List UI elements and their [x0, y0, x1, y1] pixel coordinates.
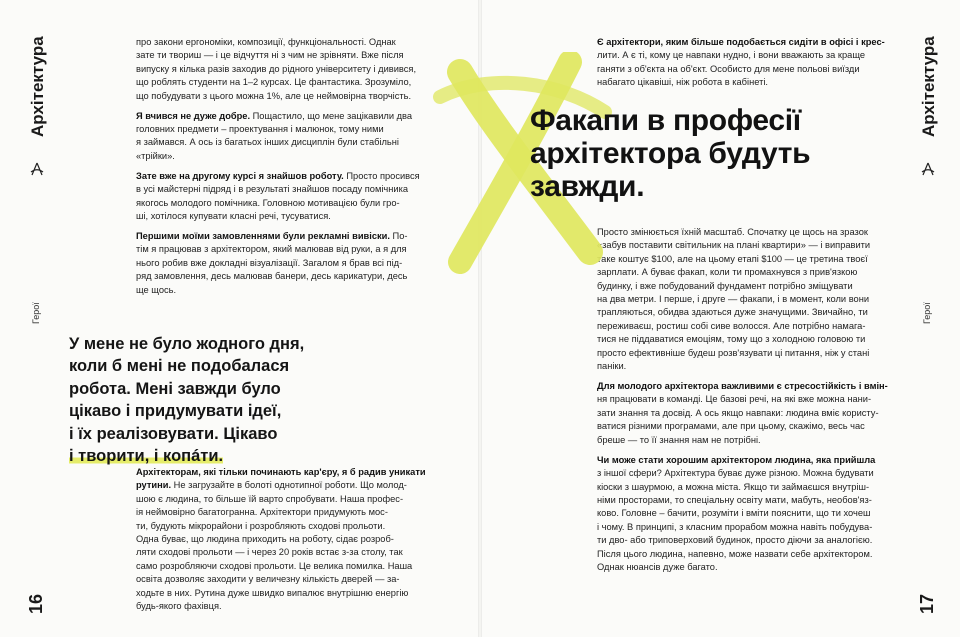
pull-quote: У мене не було жодного дня, коли б мені не подобалася робота. Мені завжди було цікаво і придумувати ідеї, і їх реалізовувати. Цікаво і творити, і копáти.: [69, 335, 305, 466]
paragraph: Зате вже на другому курсі я знайшов роботу. Просто просився в усі майстерні підряд і в результаті знайшов посаду помічника якогось молодого помічника. Головною мотивацією були гро- ші, хотілося купувати класні речі, тусуватися.: [136, 170, 420, 222]
category-label: Герої: [922, 302, 932, 324]
category-label: Герої: [31, 302, 41, 324]
page-number: 16: [26, 593, 46, 614]
highlighted-quote-line: і творити, і копáти.: [69, 447, 224, 466]
page-number: 17: [917, 593, 937, 614]
left-top-column: [136, 36, 446, 304]
paragraph: Чи може стати хорошим архітектором людина, яка прийшла з іншої сфери? Архітектура буває дуже різною. Можна будувати кіоски з шаурмою, а можна міста. Якщо ти займаєшся внутріш- німи просторами, то спеціальну освіту мати, мабуть, необов'яз- ково. Головне – бачити, розуміти і вміти пояснити, що ти хочеш і чому. В принципі, з класним прорабом можна навіть побудува- ти дво- або триповерховий будинок, просто діючи за аналогією. Після цього людина, напевно, може назвати себе архітектором. Однак нюансів дуже багато.: [597, 454, 876, 572]
paragraph: Я вчився не дуже добре. Пощастило, що мене зацікавили два головних предмети – проектування і малюнок, тому ними я займався. А ось із багатьох інших дисциплін були стабільні «трійки».: [136, 110, 413, 161]
right-top-column: [597, 36, 907, 96]
headline: Факапи в професії архітектора будуть завжди.: [530, 104, 811, 203]
compass-logo-icon: [29, 161, 45, 177]
paragraph: Архітекторам, які тільки починають кар'єру, я б радив уникати рутини. Не загрузайте в болоті однотипної роботи. Що молод- шою є людина, то більше їй варто спробувати. Наша профес- ія неймовірно багатогранна. Архітектори придумують мос- ти, будують мікрорайони і розробляють сходові прольоти. Одна буває, що людина приходить на роботу, сідає розроб- ляти сходові прольоти — і через 20 років встає з-за столу, так само розробляючи сходові прольоти. Це велика помилка. Наша освіта дозволяє заходити у величезну кількість дверей — за- ходьте в них. Рутина дуже швидко випалює внутрішню енергію будь-якого фахівця.: [136, 467, 426, 612]
left-bottom-column: [136, 466, 446, 620]
section-title: Архітектура: [28, 36, 47, 137]
paragraph: Просто змінюється їхній масштаб. Спочатку це щось на зразок «забув поставити світильник на плані квартири» — і виправити таке коштує $100, але на цьому етапі $100 — це третина твоєї зарплати. А буває факап, коли ти промахнувся з прив'язкою будинку, і вже побудований фундамент потрібно зміщувати на два метри. І перше, і друге — факапи, і в момент, коли вони трапляються, обидва здаються дуже значущими. Звичайно, ти переживаєш, ростиш собі сиве волосся. Але потрібно намага- тися не піддаватися емоціям, тому що з холодною головою ти просто ефективніше будеш розв'язувати ці питання, ніж у стані паніки.: [597, 227, 871, 372]
right-main-column: [597, 226, 907, 581]
paragraph: про закони ергономіки, композиції, функціональності. Однак зате ти твориш — і це відчуття ні з чим не зрівняти. Вже після випуску я кілька разів заходив до рідного університету і дивився, що роблять студенти на 1–2 курсах. Це фантастика. Зрозуміло, що побудувати з цього можна 1%, але це неймовірна творчість.: [136, 37, 417, 101]
compass-logo-icon: [920, 161, 936, 177]
section-title: Архітектура: [919, 36, 938, 137]
paragraph: Для молодого архітектора важливими є стресостійкість і вмін- ня працювати в команді. Це базові речі, на які вже можна нани- зати знання та досвід. А ось якщо навпаки: людина вміє користу- ватися різними програмами, але при цьому, скажімо, весь час бреше — то її знання нам не потрібні.: [597, 381, 888, 445]
paragraph: Є архітектори, яким більше подобається сидіти в офісі і крес- лити. А є ті, кому це навпаки нудно, і вони вважають за краще ганяти з об'єкта на об'єкт. Особисто для мене польові виїзди набагато цікавіші, ніж робота в кабінеті.: [597, 37, 885, 88]
paragraph: Першими моїми замовленнями були рекламні вивіски. По- тім я працював з архітектором, який малював від руки, а я для нього робив вже докладні візуалізації. Загалом я брав всі під- ряд замовлення, десь малював банери, десь карикатури, десь ще щось.: [136, 231, 408, 295]
